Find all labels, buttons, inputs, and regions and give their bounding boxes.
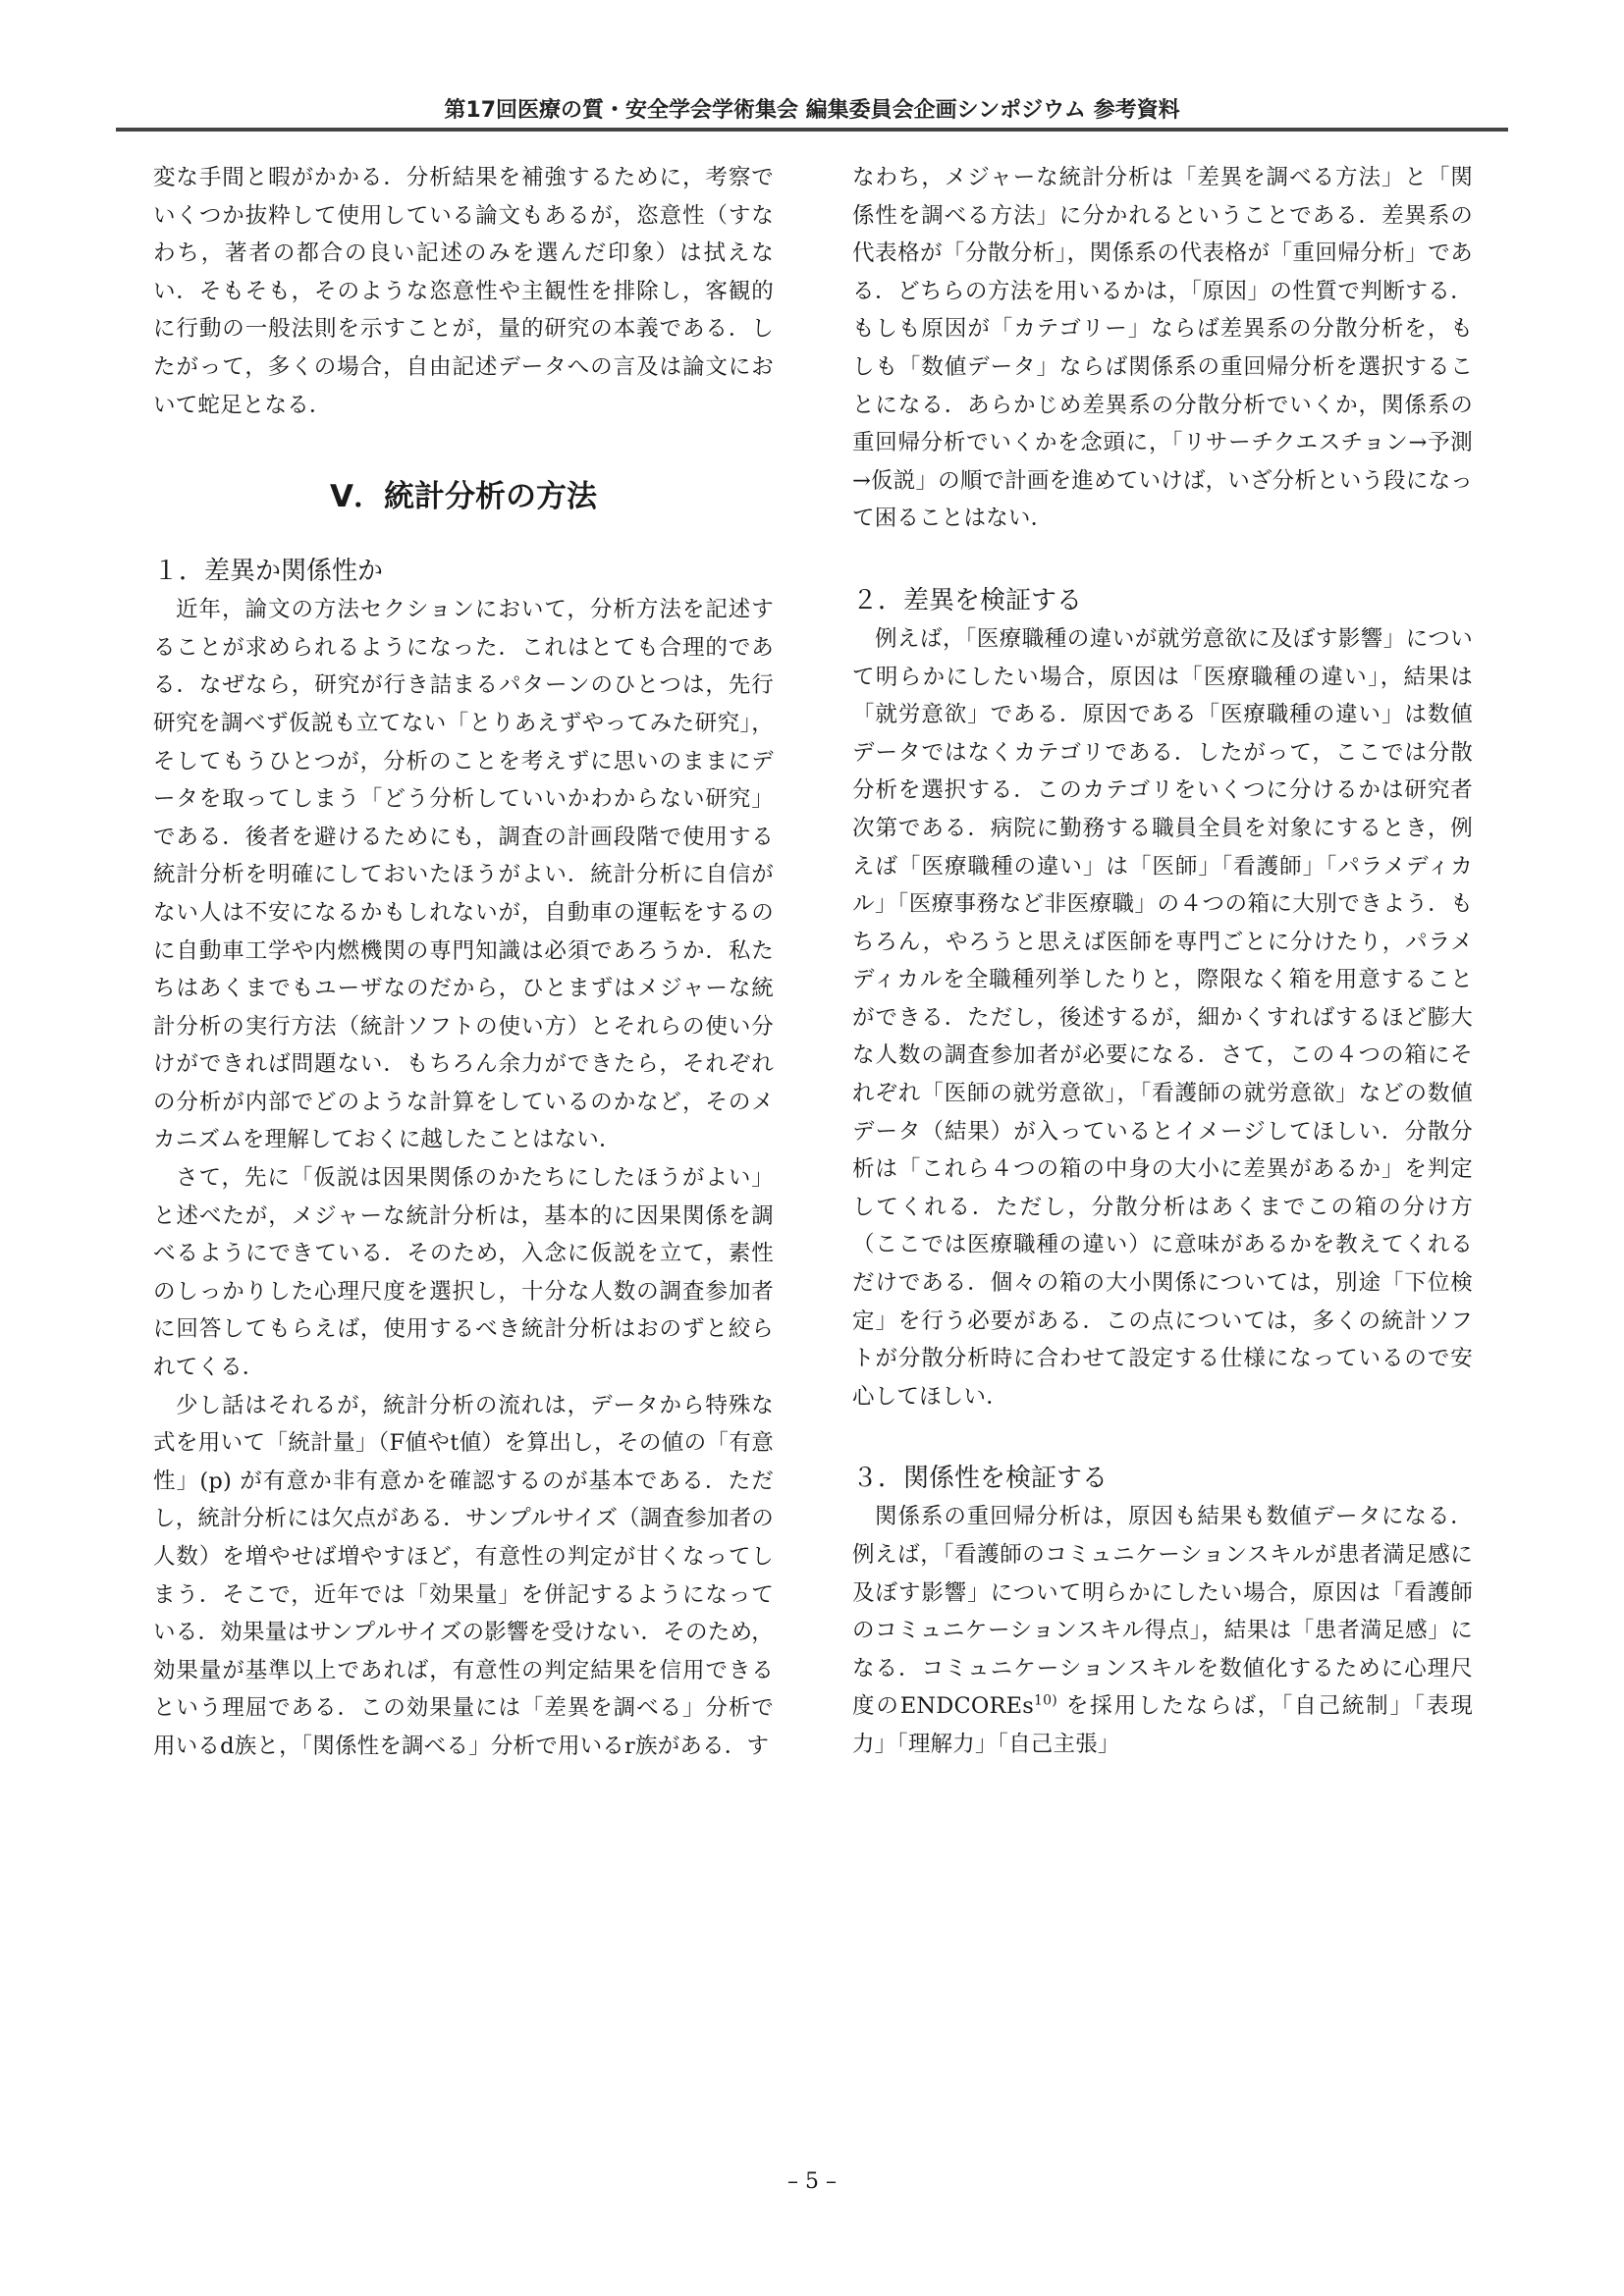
body-paragraph-5-text-a: 関係系の重回帰分析は，原因も結果も数値データになる．例えば，「看護師のコミュニケーションスキルが患者満足感に及ぼす影響」について明らかにしたい場合，原因は「看護師のコミュニケーションスキル得点」，結果は「患者満足感」になる．コミュニケーションスキルを数値化するために心理尺度のENDCOREs	[852, 1504, 1473, 1720]
running-header: 第17回医療の質・安全学会学術集会 編集委員会企画シンポジウム 参考資料	[444, 98, 1180, 123]
header-rule	[116, 128, 1508, 132]
section-title: Ⅴ．統計分析の方法	[330, 479, 597, 515]
intro-paragraph: 変な手間と暇がかかる．分析結果を補強するために，考察でいくつか抜粋して使用している論文もあるが，恣意性（すなわち，著者の都合の良い記述のみを選んだ印象）は拭えない．そもそも，そのような恣意性や主観性を排除し，客観的に行動の一般法則を示すことが，量的研究の本義である．したがって，多くの場合，自由記述データへの言及は論文において蛇足となる．	[153, 165, 774, 418]
body-paragraph-2: さて，先に「仮説は因果関係のかたちにしたほうがよい」と述べたが，メジャーな統計分析は，基本的に因果関係を調べるようにできている．そのため，入念に仮説を立て，素性のしっかりした心理尺度を選択し，十分な人数の調査参加者に回答してもらえば，使用するべき統計分析はおのずと絞られてくる．	[153, 1165, 774, 1381]
body-paragraph-5	[852, 1498, 1473, 1763]
left-column	[153, 159, 774, 1766]
citation-ref: 10)	[1034, 1692, 1057, 1709]
subsection-1-title: １．差異か関係性か	[153, 557, 384, 587]
subsection-3-title: ３．関係性を検証する	[852, 1464, 1109, 1494]
right-column	[852, 159, 1473, 1764]
subsection-2-title: ２．差異を検証する	[852, 585, 1083, 615]
page-number: – 5 –	[787, 2169, 837, 2194]
body-paragraph-4: 例えば，「医療職種の違いが就労意欲に及ぼす影響」について明らかにしたい場合，原因は「医療職種の違い」，結果は「就労意欲」である．原因である「医療職種の違い」は数値データではなくカテゴリである．したがって，ここでは分散分析を選択する．このカテゴリをいくつに分けるかは研究者次第である．病院に勤務する職員全員を対象にするとき，例えば「医療職種の違い」は「医師」「看護師」「パラメディカル」「医療事務など非医療職」の４つの箱に大別できよう．もちろん，やろうと思えば医師を専門ごとに分けたり，パラメディカルを全職種列挙したりと，際限なく箱を用意することができる．ただし，後述するが，細かくすればするほど膨大な人数の調査参加者が必要になる．さて，この４つの箱にそれぞれ「医師の就労意欲」，「看護師の就労意欲」などの数値データ（結果）が入っているとイメージしてほしい．分散分析は「これら４つの箱の中身の大小に差異があるか」を判定してくれる．ただし，分散分析はあくまでこの箱の分け方（ここでは医療職種の違い）に意味があるかを教えてくれるだけである．個々の箱の大小関係については，別途「下位検定」を行う必要がある．この点については，多くの統計ソフトが分散分析時に合わせて設定する仕様になっているので安心してほしい．	[852, 625, 1473, 1410]
body-paragraph-3: 少し話はそれるが，統計分析の流れは，データから特殊な式を用いて「統計量」（F値やt値）を算出し，その値の「有意性」(p) が有意か非有意かを確認するのが基本である．ただし，統計分析には欠点がある．サンプルサイズ（調査参加者の人数）を増やせば増やすほど，有意性の判定が甘くなってしまう．そこで，近年では「効果量」を併記するようになっている．効果量はサンプルサイズの影響を受けない．そのため，効果量が基準以上であれば，有意性の判定結果を信用できるという理屈である．この効果量には「差異を調べる」分析で用いるd族と，「関係性を調べる」分析で用いるr族がある．す	[153, 1392, 774, 1759]
continued-paragraph: なわち，メジャーな統計分析は「差異を調べる方法」と「関係性を調べる方法」に分かれるということである．差異系の代表格が「分散分析」，関係系の代表格が「重回帰分析」である．どちらの方法を用いるかは，「原因」の性質で判断する．もしも原因が「カテゴリー」ならば差異系の分散分析を，もしも「数値データ」ならば関係系の重回帰分析を選択することになる．あらかじめ差異系の分散分析でいくか，関係系の重回帰分析でいくかを念頭に，「リサーチクエスチョン→予測→仮説」の順で計画を進めていけば，いざ分析という段になって困ることはない．	[852, 165, 1473, 532]
body-paragraph-5-text-b: を採用したならば，「自己統制」「表現力」「理解力」「自己主張」	[852, 1693, 1474, 1757]
body-paragraph-1: 近年，論文の方法セクションにおいて，分析方法を記述することが求められるようになった．これはとても合理的である．なぜなら，研究が行き詰まるパターンのひとつは，先行研究を調べず仮説も立てない「とりあえずやってみた研究」，そしてもうひとつが，分析のことを考えずに思いのままにデータを取ってしまう「どう分析していいかわからない研究」である．後者を避けるためにも，調査の計画段階で使用する統計分析を明確にしておいたほうがよい．統計分析に自信がない人は不安になるかもしれないが，自動車の運転をするのに自動車工学や内燃機関の専門知識は必須であろうか．私たちはあくまでもユーザなのだから，ひとまずはメジャーな統計分析の実行方法（統計ソフトの使い方）とそれらの使い分けができれば問題ない．もちろん余力ができたら，それぞれの分析が内部でどのような計算をしているのかなど，そのメカニズムを理解しておくに越したことはない．	[153, 597, 774, 1153]
